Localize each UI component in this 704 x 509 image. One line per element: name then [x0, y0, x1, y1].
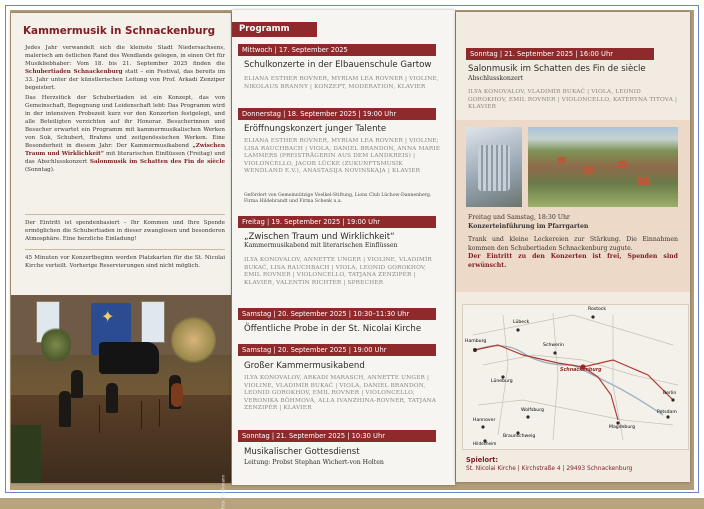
intro-text-a: Jedes Jahr verwandelt sich die kleinste Stadt Niedersachsens, malerisch am östlichen Rand des Wendlands gelegen, in einen Ort für Musikliebhaber: Vom 18. bis 21. September 2025 finden die: [25, 45, 225, 68]
map-label: Hamburg: [465, 339, 487, 344]
program-heading: Programm: [232, 22, 317, 37]
photo-doorway: [466, 127, 522, 207]
flyer-panel-right: [456, 12, 690, 482]
info-line-c: Trank und kleine Leckereien zur Stärkung. Die Einnahmen kommen den Schubertiaden Schnackenburg zugute.: [468, 236, 678, 252]
event-date-band: Samstag | 20. September 2025 | 10:30–11:30 Uhr: [238, 308, 436, 320]
map-label: Potsdam: [657, 410, 677, 415]
map-label-highlight: Schnackenburg: [560, 368, 602, 373]
para2-text-b: mit literarischen Einflüssen (Freitag) und das Abschlusskonzert: [25, 151, 226, 166]
seating-note: 45 Minuten vor Konzertbeginn werden Platzkarten für die St. Nicolai Kirche verteilt. Vorherige Reservierungen sind nicht möglich.: [25, 255, 225, 270]
concert-photo: [11, 295, 231, 509]
info-line-a: Freitag und Samstag, 18:30 Uhr: [468, 214, 570, 221]
panel1-intro: [25, 44, 225, 175]
flyer-panel-left: [11, 13, 231, 509]
venue-address: St. Nicolai Kirche | Kirchstraße 4 | 29493 Schnackenburg: [466, 466, 633, 472]
info-line-b: Konzerteinführung im Pfarrgarten: [468, 222, 589, 230]
event-title: Musikalischer Gottesdienst: [244, 447, 360, 457]
music-stand: [141, 401, 142, 429]
photo-credit: Foto: Brenkmann: [220, 475, 225, 509]
event-subtitle: Abschlusskonzert: [468, 75, 524, 82]
event-date-band: Sonntag | 21. September 2025 | 16:00 Uhr: [466, 48, 654, 60]
event-subtitle: Leitung: Probst Stephan Wichert-von Holten: [244, 459, 384, 466]
foliage: [11, 425, 41, 483]
photo-aerial-village: [528, 127, 678, 207]
event-title: Schulkonzerte in der Elbauenschule Gartow: [244, 60, 432, 70]
event-performers: ILYA KONOVALOV, VLADIMÍR BUKAČ | VIOLA, LEONID GOROKHOV, EMIL ROVNER | VIOLONCELLO, KATERYNA TITOVA | KLAVIER: [468, 89, 678, 111]
entry-note: Der Eintritt ist spendenbasiert – Ihr Kommen und Ihre Spende ermöglichen die Schubertiaden in dieser zwanglosen und besonderen Atmosphäre. Eine herzliche Einladung!: [25, 220, 225, 243]
intro-text-b: statt – ein Festival, das bereits im 33. Jahr unter der künstlerischen Leitung von Prof. Arkadi Zenziper begeistert.: [25, 69, 226, 92]
para2-text-a: Das Herzstück der Schubertiaden ist ein Konzept, das von Gemeinschaft, Begegnung und Leidenschaft lebt: Das Programm wird in der intensiven Probezeit kurz vor den Konzerten festgelegt, und alle Beteiligten verzichten auf ihr Honorar. Besucherinnen und Besucher erwartet ein Programm mit kammermusikalischen Werken von Suk, Schubert, Brahms und zeitgenössischen Werken. Eine Besonderheit in diesem Jahr: Der Kammermusikabend: [25, 94, 225, 150]
music-stand: [159, 399, 160, 427]
info-text: [468, 214, 678, 270]
map-label: Schwerin: [543, 343, 565, 348]
plant: [41, 325, 71, 365]
map-label: Magdeburg: [609, 425, 635, 430]
event-subtitle: Kammermusikabend mit literarischen Einflüssen: [244, 242, 398, 249]
map-label: Rostock: [588, 307, 606, 312]
event-sponsor-note: Gefördert von Gemeinnützige Voelkel-Stiftung, Lions Club Lüchow-Dannenberg, Firma Hildebrandt und Firma Schenk u.a.: [244, 193, 432, 205]
musician: [71, 370, 83, 398]
event-title: „Zwischen Traum und Wirklichkeit“: [244, 232, 395, 242]
venue-label: Spielort:: [466, 456, 499, 464]
grand-piano: [99, 342, 159, 374]
event-date-band: Freitag | 19. September 2025 | 19:00 Uhr: [238, 216, 436, 228]
map-label: Berlin: [663, 391, 677, 396]
event-date-band: Mittwoch | 17. September 2025: [238, 44, 436, 56]
map-label: Braunschweig: [503, 434, 536, 439]
map-label: Wolfsburg: [521, 408, 544, 413]
musician: [106, 383, 118, 413]
para2-text-c: (Sonntag).: [25, 167, 55, 174]
event-title: Öffentliche Probe in der St. Nicolai Kirche: [244, 324, 422, 334]
music-stand: [99, 405, 100, 433]
divider: [25, 249, 225, 250]
event-date-band: Samstag | 20. September 2025 | 19:00 Uhr: [238, 344, 436, 356]
event-title: Eröffnungskonzert junger Talente: [244, 124, 387, 134]
region-map: [462, 304, 689, 450]
flyer-panel-program: [232, 10, 455, 485]
event-performers: ELIANA ESTHER ROVNER, MYRIAM LEA ROVNER | VIOLINE, NIKOLAUS BRANNY | KONZEPT, MODERATION, KLAVIER: [244, 76, 439, 90]
cello: [171, 383, 183, 407]
map-label: Lüneburg: [491, 379, 513, 384]
event-title: Großer Kammermusikabend: [244, 361, 365, 371]
map-label: Lübeck: [513, 320, 530, 325]
para2-highlight1: „Zwischen Traum und Wirklichkeit“: [25, 143, 226, 158]
musician: [59, 391, 71, 427]
flower-arrangement: [171, 315, 216, 365]
event-performers: ELIANA ESTHER ROVNER, MYRIAM LEA ROVNER | VIOLINE; LISA RAUCHBACH | VIOLA, DANIEL BRANDON, ANNA MARIE LAMMERS (PREISTRÄGERIN AUS DEM LANDKREIS) | VIOLONCELLO, JACOB LÜCKE (ZUKUNFTSMUSIK WENDLAND E.V.), ANASTASIJA NOVINSKAJA | KLAVIER: [244, 138, 441, 175]
divider: [25, 214, 225, 215]
star-icon: ✦: [101, 307, 115, 326]
info-line-d: Der Eintritt zu den Konzerten ist frei, Spenden sind erwünscht.: [468, 253, 678, 269]
event-date-band: Sonntag | 21. September 2025 | 10:30 Uhr: [238, 430, 436, 442]
event-performers: ILYA KONOVALOV, ARKADI MARASCH, ANNETTE UNGER | VIOLINE, VLADIMÍR BUKAČ | VIOLA, DANIEL BRANDON, LEONID GOROKHOV, EMIL ROVNER | VIOLONCELLO, VERONIKA BÖHMOVÁ, ALLA IVANZHINA-ROVNER, TATJANA ZENZIPÉR | KLAVIER: [244, 375, 437, 412]
event-title: Salonmusik im Schatten des Fin de siècle: [468, 64, 646, 74]
map-label: Hannover: [473, 418, 496, 423]
event-date-band: Donnerstag | 18. September 2025 | 19:00 Uhr: [238, 108, 436, 120]
panel1-title: Kammermusik in Schnackenburg: [23, 25, 216, 37]
map-label: Hildesheim: [473, 441, 497, 446]
para2-highlight2: Salonmusik im Schatten des Fin de siècle: [89, 159, 226, 166]
church-window: [141, 301, 165, 343]
intro-highlight: Schubertiaden Schnackenburg: [25, 69, 123, 76]
event-performers: ILYA KONOVALOV, ANNETTE UNGER | VIOLINE, VLADIMÍR BUKAČ, LISA RAUCHBACH | VIOLA, LEONID GOROKHOV, EMIL ROVNER | VIOLONCELLO, TATJANA ZENZIPÉR | KLAVIER, VALENTIN RICHTER | SPRECHER: [244, 257, 432, 286]
map-graphic: [463, 305, 688, 449]
